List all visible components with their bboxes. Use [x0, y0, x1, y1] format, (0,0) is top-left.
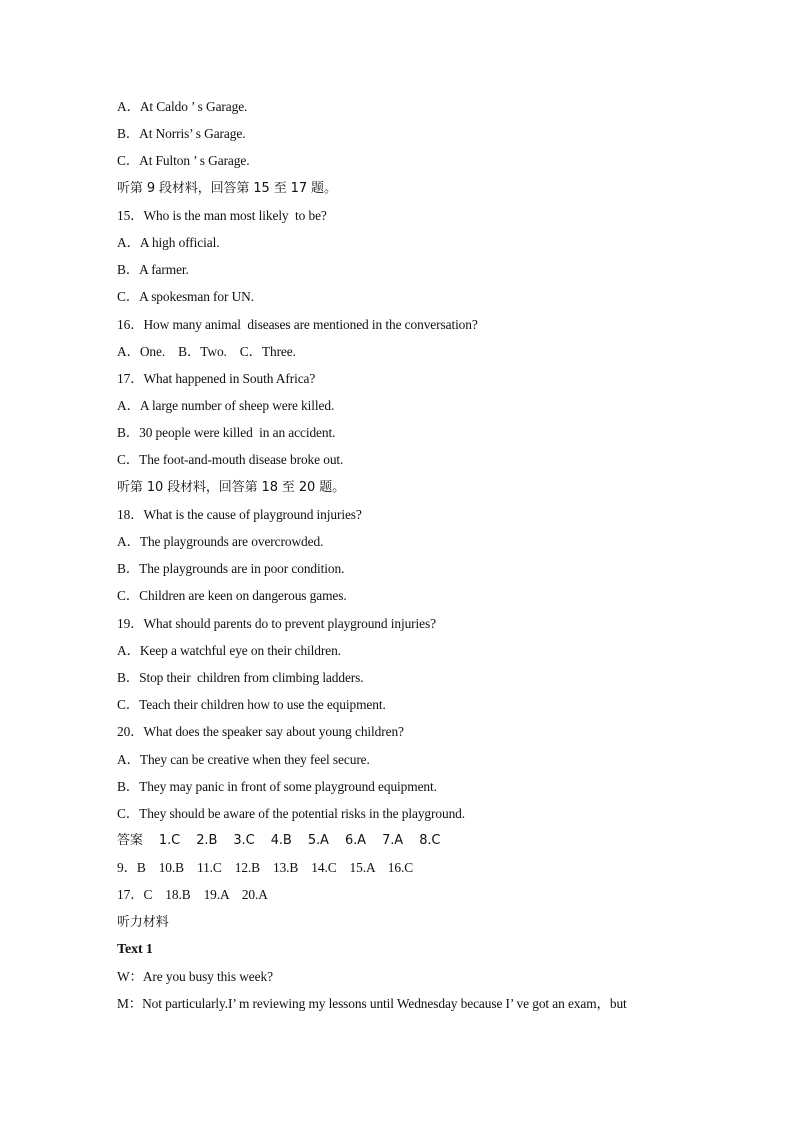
text-line: 听力材料 — [117, 914, 169, 930]
text-line: B．At Norris’ s Garage. — [117, 126, 246, 142]
text-line: 19．What should parents do to prevent playground injuries? — [117, 615, 436, 631]
text-line: 9．B 10.B 11.C 12.B 13.B 14.C 15.A 16.C — [117, 860, 414, 876]
text-line: 听第 10 段材料，回答第 18 至 20 题。 — [117, 479, 346, 495]
text-line: A．A high official. — [117, 234, 220, 250]
text-line: C．At Fulton ’ s Garage. — [117, 153, 250, 169]
document-body — [117, 93, 717, 1017]
text-line: A．They can be creative when they feel secure. — [117, 751, 370, 767]
text-line: 答案 1.C 2.B 3.C 4.B 5.A 6.A 7.A 8.C — [117, 833, 441, 849]
text-line: 18．What is the cause of playground injuries? — [117, 506, 362, 522]
text-line: A．At Caldo ’ s Garage. — [117, 99, 248, 114]
text-line: B．Stop their children from climbing ladders. — [117, 669, 364, 685]
text-line: B．The playgrounds are in poor condition. — [117, 561, 345, 577]
text-line: A．A large number of sheep were killed. — [117, 398, 335, 414]
text-line: M：Not particularly.I’ m reviewing my lessons until Wednesday because I’ ve got an exam，but — [117, 996, 627, 1012]
text-line: C．Children are keen on dangerous games. — [117, 588, 347, 604]
text-line: C．Teach their children how to use the equipment. — [117, 697, 386, 713]
text-line: B．30 people were killed in an accident. — [117, 425, 336, 441]
text-line: 20．What does the speaker say about young children? — [117, 724, 404, 740]
text-line: Text 1 — [117, 941, 153, 957]
text-line: B．They may panic in front of some playground equipment. — [117, 778, 437, 794]
text-line: 听第 9 段材料，回答第 15 至 17 题。 — [117, 180, 337, 196]
text-line: A．The playgrounds are overcrowded. — [117, 534, 324, 549]
text-line: A．One. B．Two. C．Three. — [117, 343, 296, 359]
text-line: A．Keep a watchful eye on their children. — [117, 642, 341, 658]
text-line: 15．Who is the man most likely to be? — [117, 207, 327, 223]
text-line: W：Are you busy this week? — [117, 969, 273, 984]
text-line: C．The foot-and-mouth disease broke out. — [117, 452, 344, 468]
text-line: 16．How many animal diseases are mentioned in the conversation? — [117, 316, 478, 332]
text-line: C．A spokesman for UN. — [117, 289, 255, 305]
text-line: 17．C 18.B 19.A 20.A — [117, 887, 268, 903]
text-line: 17．What happened in South Africa? — [117, 370, 316, 386]
text-line: C．They should be aware of the potential risks in the playground. — [117, 805, 466, 821]
text-line: B．A farmer. — [117, 262, 189, 278]
